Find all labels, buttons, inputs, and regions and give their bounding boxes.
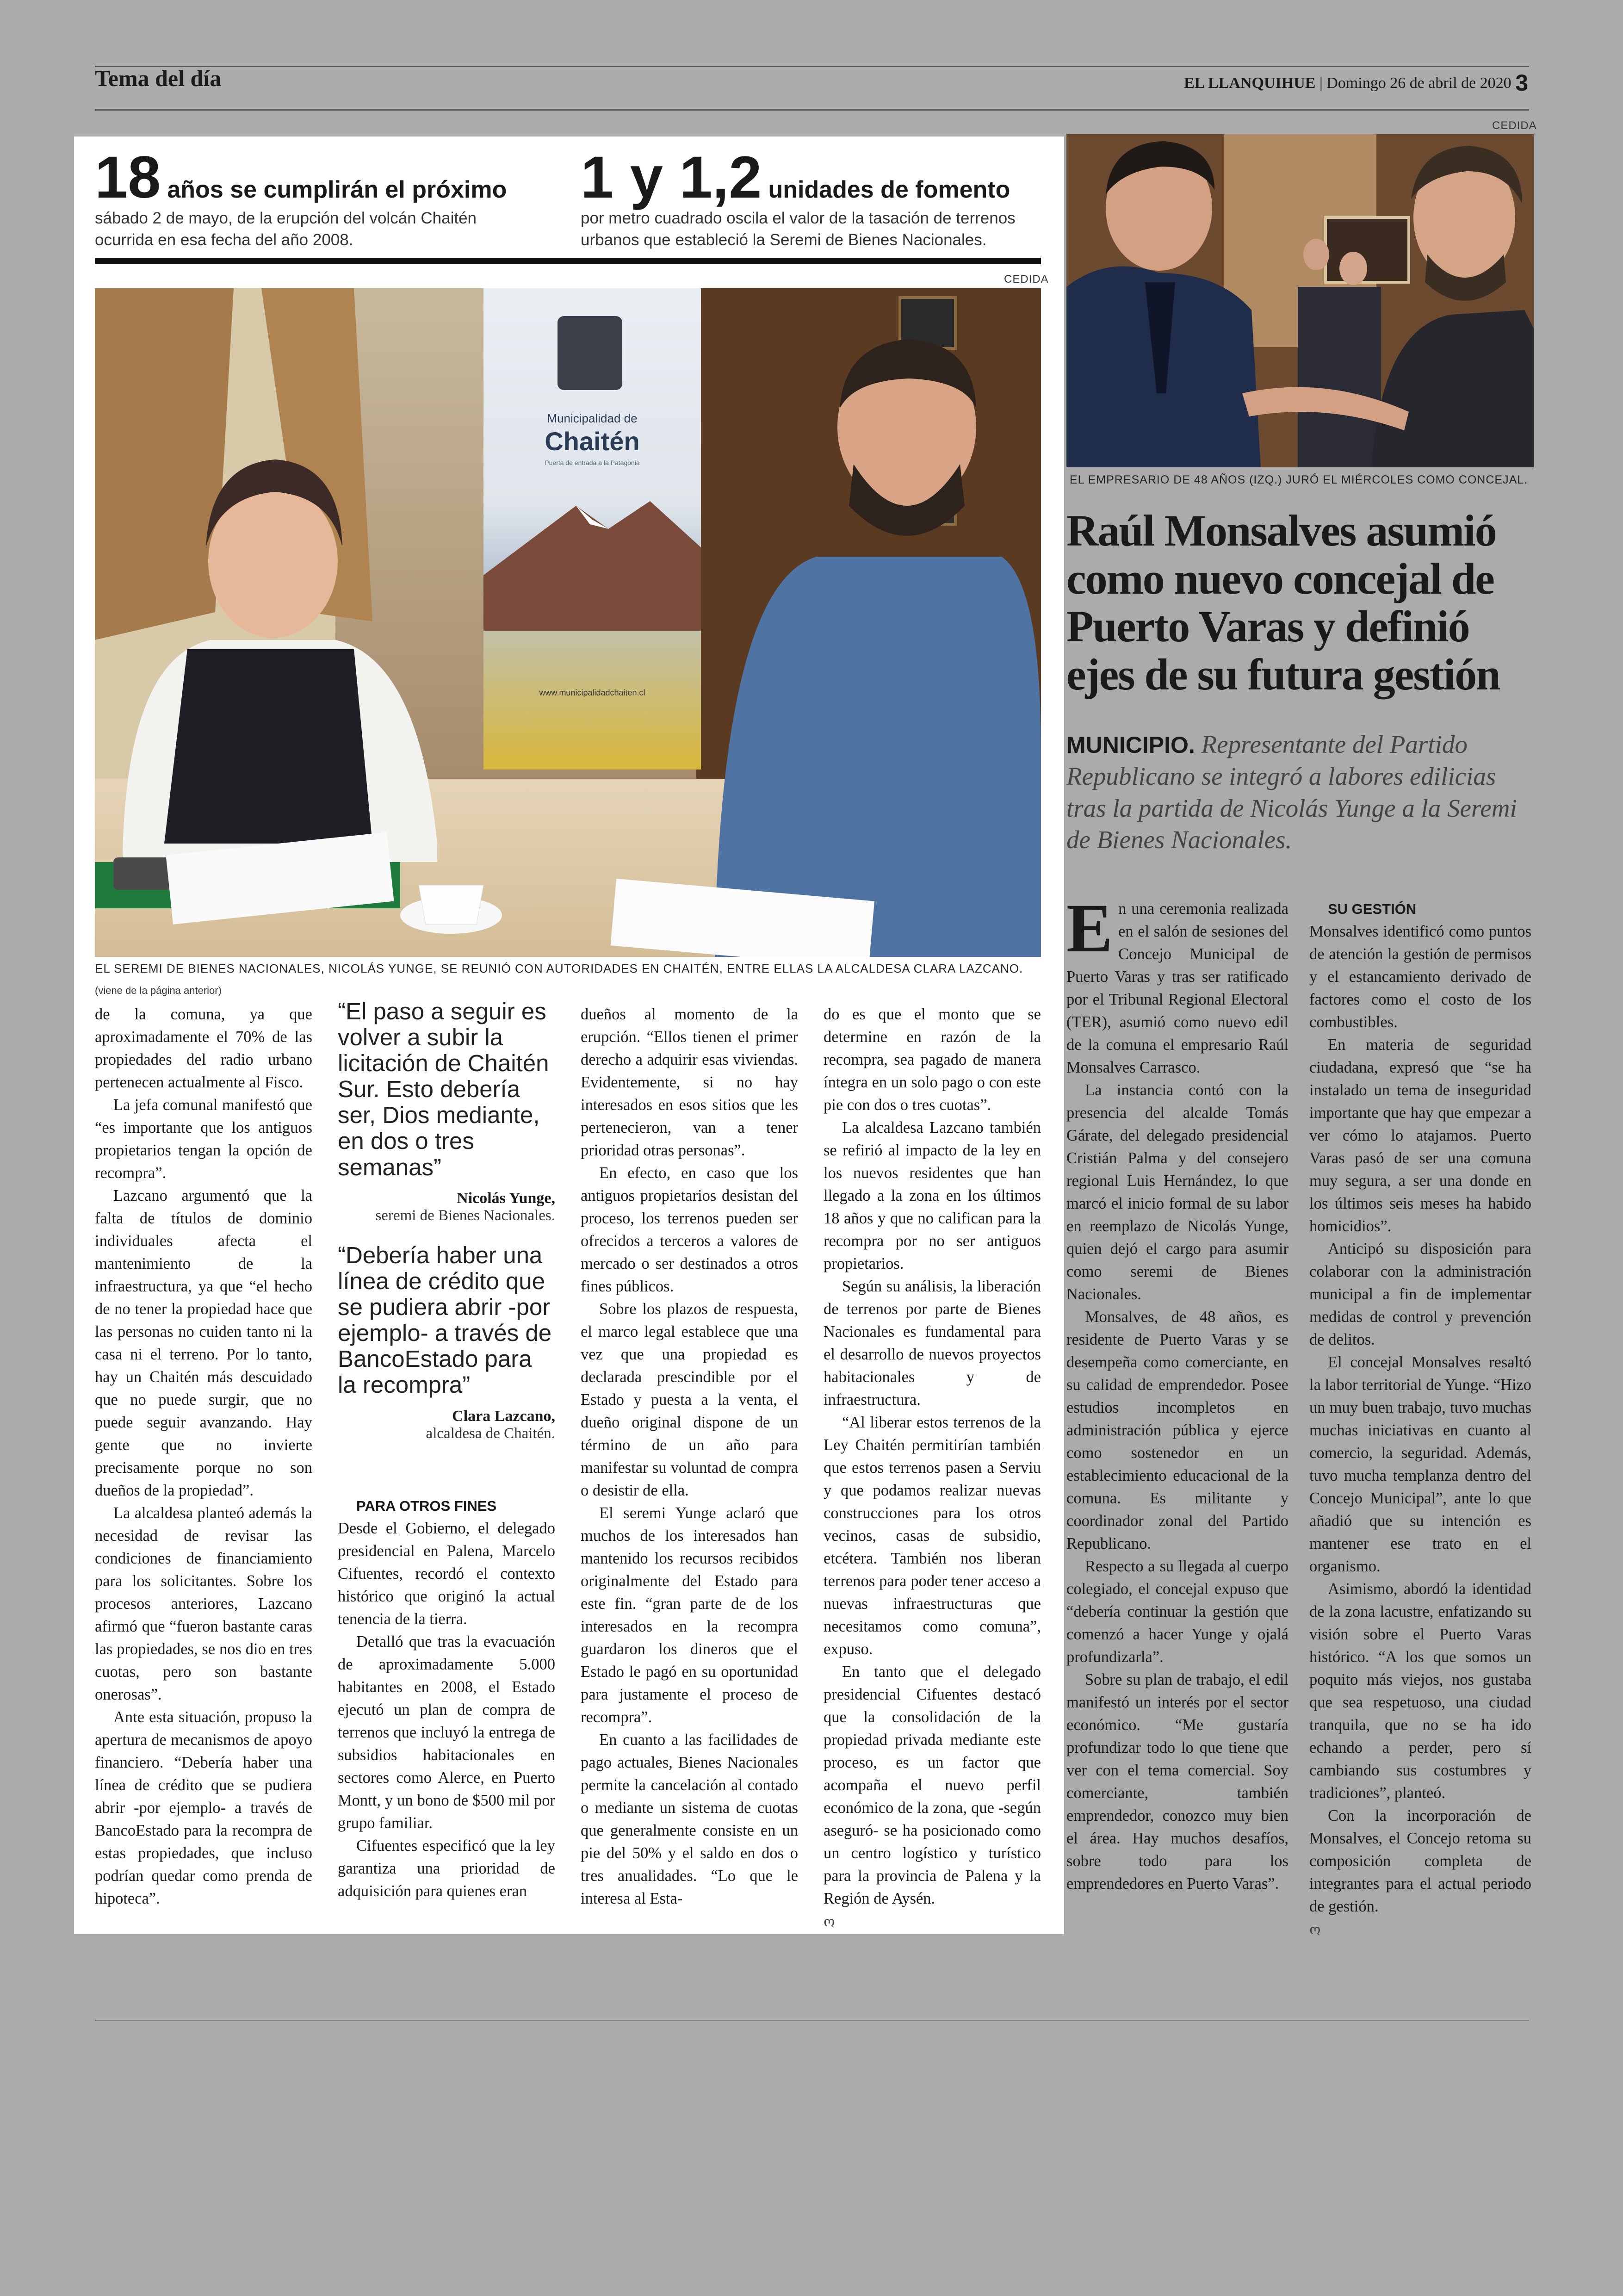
bystander-face: [1303, 239, 1329, 270]
footer-rule: [95, 2020, 1529, 2021]
wall-frame: [1326, 217, 1409, 282]
paragraph: Ante esta situación, propuso la apertura de mecanismos de apoyo financiero. “Debería haber una línea de crédito que se pudiera abrir -por ejemplo- a través de BancoEstado para la recompra de estas propiedades, que incluso podrían quedar como prenda de hipoteca”.: [95, 1708, 312, 1907]
kicker: MUNICIPIO.: [1066, 732, 1195, 758]
paragraph: de la comuna, ya que aproximadamente el 70% de las propiedades del radio urbano pertenecen actualmente al Fisco.: [95, 1005, 312, 1091]
left-col-2: [338, 1495, 555, 1903]
paragraph: Desde el Gobierno, el delegado presidencial en Palena, Marcelo Cifuentes, recordó el contexto histórico que originó la actual tenencia de la tierra.: [338, 1520, 555, 1628]
paragraph: do es que el monto que se determine en razón de la recompra, sea pagado de manera íntegra en un solo pago o con este pie con dos o tres cuotas”.: [824, 1005, 1041, 1114]
paragraph: dueños al momento de la erupción. “Ellos tienen el primer derecho a adquirir esas viviendas. Evidentemente, si no hay interesados en esos sitios que les pertenecieron, van a tener prioridad otras personas”.: [581, 1005, 798, 1159]
paragraph: Según su análisis, la liberación de terrenos por parte de Bienes Nacionales es fundamental para el desarrollo de nuevos proyectos habitacionales y de infraestructura.: [824, 1278, 1041, 1409]
paragraph: El concejal Monsalves resaltó la labor territorial de Yunge. “Hizo un muy buen trabajo, tuvo muchas muchas iniciativas en cuanto al comercio, la seguridad. Además, tuvo mucha templanza dentro del Concejo Municipal”, ante lo que añadió que su intención es mantener ese trato en el organismo.: [1309, 1353, 1531, 1575]
right-deck: [1066, 729, 1534, 856]
paragraph: En tanto que el delegado presidencial Cifuentes destacó que la consolidación de la propiedad privada mediante este proceso, es un factor que acompaña el nuevo perfil económico de la zona, que -según aseguró- se ha posicionado como un centro logístico y turístico para la provincia de Palena y la Región de Aysén.: [824, 1663, 1041, 1907]
right-photo-credit: CEDIDA: [1492, 119, 1537, 132]
fact-box-uf: [581, 144, 1025, 251]
paragraph: Asimismo, abordó la identidad de la zona lacustre, enfatizando su visión sobre el Puerto Varas histórico. “A los que somos un poquito más viejos, nos gustaba que sea respetuoso, una ciudad tranquila, que no se ha ido echando a perder, pero sí cambiando sus costumbres y tradiciones”, planteó.: [1309, 1580, 1531, 1802]
paragraph: “Al liberar estos terrenos de la Ley Chaitén permitirían también que estos terrenos pasen a Serviu y que podamos realizar nuevas construcciones para los otros vecinos, casas de subsidio, etcétera. También nos liberan terrenos para poder tener acceso a nuevas infraestructuras que necesitamos como comuna”, expuso.: [824, 1414, 1041, 1658]
header-bottom-rule: [95, 109, 1529, 111]
banner-name: Chaitén: [545, 427, 640, 456]
banner-url: www.municipalidadchaiten.cl: [539, 688, 645, 697]
fact-lead: unidades de fomento: [768, 176, 1010, 203]
right-col-2: [1309, 898, 1531, 1941]
photo-credit: CEDIDA: [1004, 273, 1049, 285]
subhead: PARA OTROS FINES: [356, 1498, 497, 1514]
issue-date: Domingo 26 de abril de 2020: [1326, 74, 1511, 92]
paragraph: El seremi Yunge aclaró que muchos de los interesados han mantenido los recursos recibidos originalmente del Estado para este fin. “gran parte de de los interesados en la recompra guardaron los dineros que el Estado le pagó en su oportunidad para justamente el proceso de recompra”.: [581, 1504, 798, 1726]
paragraph: Respecto a su llegada al cuerpo colegiado, el concejal expuso que “debería continuar la gestión que comenzó a hacer Yunge y ojalá profundizarla”.: [1066, 1558, 1288, 1666]
paragraph: Con la incorporación de Monsalves, el Concejo retoma su composición completa de integrantes para el actual periodo de gestión.: [1309, 1807, 1531, 1915]
fact-lead: años se cumplirán el próximo: [167, 176, 507, 203]
paragraph: Sobre los plazos de respuesta, el marco legal establece que una vez que una propiedad es declarada prescindible por el Estado y puesta a la venta, el dueño original dispone de un término de un año para manifestar su voluntad de compra o desistir de ella.: [581, 1300, 798, 1499]
banner-tagline: Puerta de entrada a la Patagonia: [545, 459, 640, 466]
continued-note: (viene de la página anterior): [95, 985, 222, 996]
main-photo-caption: EL SEREMI DE BIENES NACIONALES, NICOLÁS YUNGE, SE REUNIÓ CON AUTORIDADES EN CHAITÉN, ENTRE ELLAS LA ALCALDESA CLARA LAZCANO.: [95, 962, 1023, 975]
fact-text: por metro cuadrado oscila el valor de la tasación de terrenos urbanos que estableció la Seremi de Bienes Nacionales.: [581, 209, 1016, 249]
paragraph: Lazcano argumentó que la falta de títulos de dominio individuales afecta el mantenimiento de la infraestructura, ya que “el hecho de no tener la propiedad hace que las personas no cuiden tanto ni la casa ni el terreno. Por lo tanto, hay un Chaitén más descuidado que no puede surgir, que no puede seguir avanzando. Hay gente que no invierte precisamente porque no son dueños de la propiedad”.: [95, 1187, 312, 1499]
quote-block-yunge: [338, 999, 555, 1224]
paragraph: En efecto, en caso que los antiguos propietarios desistan del proceso, los terrenos pueden ser ofrecidos a terceros a valores de mercado o ser destinados a otros fines públicos.: [581, 1164, 798, 1295]
separator: |: [1319, 74, 1327, 92]
bystander-face: [1339, 252, 1367, 285]
right-col-1: [1066, 890, 1288, 1895]
paragraph: Detalló que tras la evacuación de aproximadamente 5.000 habitantes en 2008, el Estado ejecutó un plan de compra de terrenos que incluyó la entrega de subsidios habitacionales en sectores como Alerce, en Puerto Montt, y un bono de $500 mil por grupo familiar.: [338, 1633, 555, 1832]
right-photo: [1066, 134, 1534, 467]
paragraph: Monsalves, de 48 años, es residente de Puerto Varas y se desempeña como comerciante, en su calidad de emprendedor. Posee estudios incompletos en administración pública y ejerce como sostenedor en un establecimiento educacional de la comuna. Es militante y coordinador zonal del Partido Republicano.: [1066, 1308, 1288, 1552]
paragraph: La jefa comunal manifestó que “es importante que los antiguos propietarios tengan la opción de recompra”.: [95, 1096, 312, 1182]
paragraph: La instancia contó con la presencia del alcalde Tomás Gárate, del delegado presidencial Cristián Palma y del consejero regional Luis Hernández, lo que marcó el inicio formal de su labor en reemplazo de Nicolás Yunge, quien dejó el cargo para asumir como seremi de Bienes Nacionales.: [1066, 1081, 1288, 1303]
paragraph: En cuanto a las facilidades de pago actuales, Bienes Nacionales permite la cancelación al contado o mediante un sistema de cuotas que generalmente consiste en un pie del 50% y el saldo en dos o tres anualidades. “Lo que le interesa al Esta-: [581, 1731, 798, 1907]
right-photo-caption: EL EMPRESARIO DE 48 AÑOS (IZQ.) JURÓ EL MIÉRCOLES COMO CONCEJAL.: [1070, 473, 1528, 486]
quote-author-role: seremi de Bienes Nacionales.: [375, 1207, 555, 1224]
publication-name: EL LLANQUIHUE: [1184, 74, 1316, 92]
paragraph: Cifuentes especificó que la ley garantiza una prioridad de adquisición para quienes eran: [338, 1837, 555, 1900]
bystanders: [1298, 287, 1381, 467]
fact-divider: [95, 258, 1041, 264]
quote-author: Nicolás Yunge,: [457, 1189, 555, 1207]
quote-block-lazcano: [338, 1242, 555, 1442]
paragraph: La alcaldesa Lazcano también se refirió al impacto de la ley en los nuevos residentes que han llegado a la zona en los últimos 18 años y que no califican para la recompra por no ser antiguos propietarios.: [824, 1119, 1041, 1272]
paragraph: Anticipó su disposición para colaborar con la administración municipal a fin de implementar medidas de control y prevención de delitos.: [1309, 1240, 1531, 1348]
fact-text: sábado 2 de mayo, de la erupción del volcán Chaitén ocurrida en esa fecha del año 2008.: [95, 209, 477, 249]
masthead: [1184, 69, 1528, 96]
pull-quote: “El paso a seguir es volver a subir la licitación de Chaitén Sur. Esto debería ser, Dios mediante, en dos o tres semanas”: [338, 998, 549, 1180]
fact-box-years: [95, 144, 539, 251]
left-col-1: [95, 1003, 312, 1910]
banner-title: Municipalidad de: [547, 411, 638, 425]
end-mark: ო: [1309, 1922, 1321, 1937]
section-title: Tema del día: [95, 65, 222, 91]
pull-quote: “Debería haber una línea de crédito que se pudiera abrir -por ejemplo- a través de BancoEstado para la recompra”: [338, 1242, 552, 1398]
left-col-4: [824, 1003, 1041, 1933]
right-headline: Raúl Monsalves asumió como nuevo concejal de Puerto Varas y definió ejes de su futura gestión: [1066, 506, 1500, 700]
paragraph: Monsalves identificó como puntos de atención la gestión de permisos y el estancamiento derivado de factores como el costo de los combustibles.: [1309, 923, 1531, 1031]
quote-author: Clara Lazcano,: [452, 1407, 555, 1425]
paragraph: En materia de seguridad ciudadana, expresó que “se ha instalado un tema de inseguridad importante que hay que empezar a ver cómo lo atajamos. Puerto Varas pasó de ser una comuna muy segura, a ser una donde en los últimos seis meses ha habido homicidios”.: [1309, 1036, 1531, 1235]
paragraph-text: n una ceremonia realizada en el salón de sesiones del Concejo Municipal de Puerto Varas y tras ser ratificado por el Tribunal Regional Electoral (TER), asumió como nuevo edil de la comuna el empresario Raúl Monsalves Carrasco.: [1066, 900, 1288, 1076]
end-mark: ო: [824, 1914, 835, 1930]
paragraph: Sobre su plan de trabajo, el edil manifestó un interés por el sector económico. “Me gustaría profundizar todo lo que tiene que ver con el tema comercial. Soy comerciante, también emprendedor, conozco muy bien el área. Hay muchos desafíos, sobre todo para los emprendedores en Puerto Varas”.: [1066, 1671, 1288, 1893]
coffee-cup: [419, 885, 483, 925]
drop-cap: E: [1066, 890, 1113, 967]
deck-text: Representante del Partido Republicano se integró a labores edilicias tras la partida de Nicolás Yunge a la Seremi de Bienes Nacionales.: [1066, 730, 1517, 854]
page-number: 3: [1515, 70, 1528, 96]
main-photo: [95, 288, 1041, 957]
fact-number: 1 y 1,2: [581, 144, 762, 211]
subhead: SU GESTIÓN: [1328, 901, 1417, 917]
crest-icon: [558, 316, 622, 390]
paragraph: La alcaldesa planteó además la necesidad de revisar las condiciones de financiamiento para los solicitantes. Sobre los procesos anteriores, Lazcano afirmó que “fueron bastante caras las propiedades, se nos dio en tres cuotas, pero son bastante onerosas”.: [95, 1504, 312, 1703]
header-top-rule: [95, 66, 1529, 67]
fact-number: 18: [95, 144, 161, 211]
woman-vest: [164, 649, 372, 844]
left-col-3: [581, 1003, 798, 1910]
quote-author-role: alcaldesa de Chaitén.: [426, 1425, 555, 1442]
paragraph: [1066, 890, 1288, 1079]
